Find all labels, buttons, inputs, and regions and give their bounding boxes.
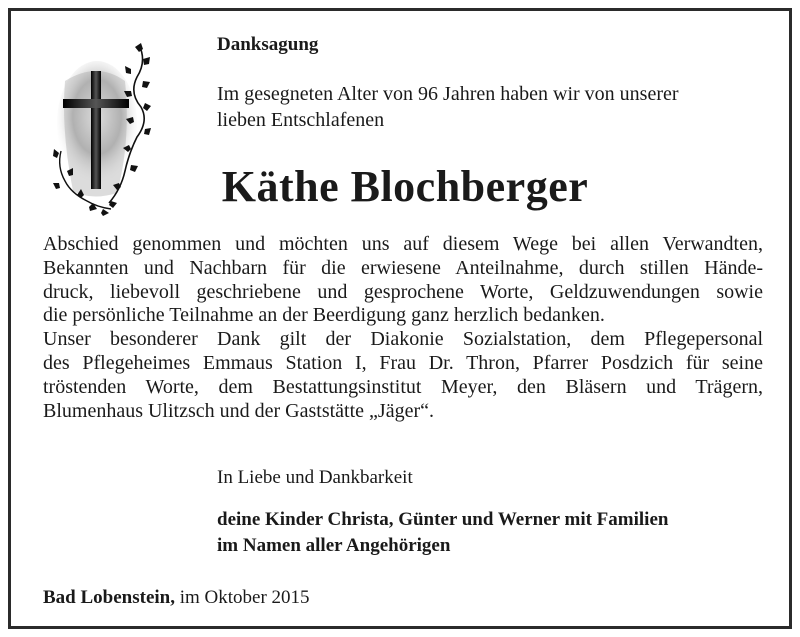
body-line: Abschied genommen und möchten uns auf diesem Wege bei allen Verwandten, [43,233,763,255]
family-line: deine Kinder Christa, Günter und Werner mit Familien [217,509,669,530]
thanks-body [43,233,763,423]
intro-line: Im gesegneten Alter von 96 Jahren haben wir von unserer [217,83,679,105]
place-date [43,586,310,610]
intro-text [217,81,777,133]
notice-date: im Oktober 2015 [174,587,310,608]
body-line: Blumenhaus Ulitzsch und der Gaststätte „Jäger“. [43,399,434,422]
deceased-name: Käthe Blochberger [221,162,589,211]
closing-phrase: In Liebe und Dankbarkeit [217,467,413,488]
body-line: Bekannten und Nachbarn für die erwiesene Anteilnahme, durch stillen Hände- [43,256,763,279]
body-line: tröstenden Worte, dem Bestattungsinstitut Meyer, den Bläsern und Trägern, [43,375,763,398]
family-signature [217,507,668,559]
body-line: die persönliche Teilnahme an der Beerdigung ganz herzlich bedanken. [43,304,605,327]
family-line: im Namen aller Angehörigen [217,535,451,556]
body-line: Unser besonderer Dank gilt der Diakonie Sozialstation, dem Pflegepersonal [43,328,763,351]
body-line: des Pflegeheimes Emmaus Station I, Frau Dr. Thron, Pfarrer Posdzich für seine [43,351,763,374]
place-name: Bad Lobenstein, [43,587,175,608]
notice-heading: Danksagung [217,34,319,55]
intro-line: lieben Entschlafenen [217,109,385,131]
obituary-frame [8,8,792,629]
body-line: druck, liebevoll geschriebene und gesprochene Worte, Geldzuwendungen sowie [43,280,763,303]
